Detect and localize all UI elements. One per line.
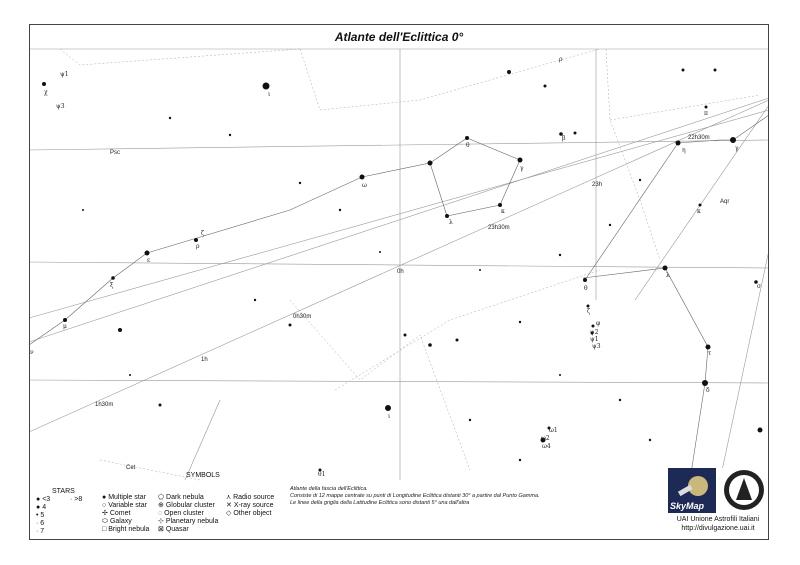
skymap-label: SkyMap	[670, 501, 705, 511]
symbol-label: Planetary nebula	[165, 518, 219, 525]
ra-label: 1h30m	[95, 402, 114, 408]
note-line: Le linee della griglia della Latitudine Eclittica sono distanti 5° una dall'altra	[290, 500, 470, 506]
star-label: τ	[708, 350, 712, 357]
star-label: λ	[666, 272, 670, 279]
stars-legend-header: STARS	[52, 488, 75, 495]
star-label: ψ3	[56, 103, 65, 110]
mag-label: 6	[40, 520, 45, 527]
ra-label: 1h	[201, 357, 208, 363]
star-label: ω1	[549, 427, 558, 434]
star-label: ζ	[201, 230, 205, 237]
symbol-label: Open cluster	[164, 510, 204, 517]
star-label: κ	[501, 208, 505, 215]
ra-label: 0h	[397, 269, 404, 275]
star-label: ω4	[542, 443, 551, 450]
star-label: ι	[388, 413, 391, 420]
symbol-item: ⊹ Planetary nebula	[158, 518, 219, 525]
star-label: ψ1	[590, 336, 599, 343]
star-label: μ	[63, 323, 67, 330]
star-label: θ	[466, 142, 470, 149]
symbol-label: Other object	[233, 510, 272, 517]
ra-label: 23h	[592, 182, 603, 188]
symbol-label: X-ray source	[233, 502, 274, 509]
star-label: λ	[449, 219, 453, 226]
symbol-item: ◇ Other object	[226, 510, 272, 517]
ra-label: 22h30m	[688, 135, 710, 141]
star-label: ω2	[541, 435, 550, 442]
org-url: http://divulgazione.uai.it	[681, 525, 755, 532]
page-title: Atlante dell'Eclittica 0°	[334, 30, 464, 44]
uai-seal-icon	[720, 468, 768, 513]
symbol-label: Galaxy	[109, 518, 132, 525]
star-label: γ	[735, 145, 739, 152]
star-label: θ	[584, 285, 588, 292]
star-label: ρ	[559, 56, 563, 63]
org-name: UAI Unione Astrofili Italiani	[676, 516, 760, 523]
star-label: ψ3	[592, 343, 601, 350]
magnitude-row: ● 4	[36, 504, 47, 511]
symbol-label: Radio source	[233, 494, 275, 501]
uai-logo	[720, 468, 768, 513]
symbol-label: Dark nebula	[166, 494, 204, 501]
stars-legend	[36, 488, 96, 538]
star-label: ψ1	[60, 71, 69, 78]
symbol-item: ⊠ Quasar	[158, 526, 189, 533]
star-label: κ	[697, 208, 701, 215]
constellation-label: Cet	[126, 465, 136, 471]
map-frame	[29, 24, 769, 540]
star-label: ξ	[110, 282, 114, 289]
star-label: σ	[757, 283, 762, 290]
logo-caption	[668, 515, 768, 533]
star-label: ω	[362, 182, 367, 189]
star-label: γ	[520, 165, 524, 172]
mag-label: 4	[42, 504, 47, 511]
magnitude-row: · 7	[36, 528, 45, 535]
mag-label: >8	[74, 496, 83, 503]
star-label: χ	[44, 89, 48, 96]
mag-label: 5	[40, 512, 45, 519]
symbol-item: □ Bright nebula	[102, 526, 150, 533]
magnitude-row: • 5	[36, 512, 45, 519]
star-label: ζ	[587, 308, 591, 315]
star-label: ν	[30, 349, 34, 356]
magnitude-row: · 6	[36, 520, 45, 527]
star-label: δ	[706, 387, 710, 394]
constellation-label: Psc	[110, 150, 121, 156]
note-line: Consiste di 12 mappe centrate su punti di Longitudine Eclittica distanti 30° a partire dal Punto Gamma.	[290, 493, 540, 499]
symbol-label: Bright nebula	[108, 526, 150, 533]
ra-label: 0h30m	[293, 314, 312, 320]
symbol-label: Multiple star	[108, 494, 146, 501]
symbol-item: ⋏ Radio source	[226, 494, 275, 501]
star-label: ρ	[196, 243, 200, 250]
star-label: φ	[596, 320, 601, 327]
star-label: β	[562, 135, 566, 142]
note-line: Atlante della fascia dell'Eclittica.	[290, 486, 368, 492]
symbol-label: Variable star	[108, 502, 147, 509]
constellation-label: Aqr	[720, 199, 730, 205]
symbol-label: Globular cluster	[165, 502, 215, 509]
symbols-legend	[102, 472, 282, 534]
mag-label: <3	[42, 496, 51, 503]
star-label: π	[704, 110, 708, 117]
star-label: ψ2	[590, 329, 599, 336]
symbols-legend-header: SYMBOLS	[186, 472, 220, 479]
star-label: ε	[147, 257, 151, 264]
ra-label: 23h30m	[488, 225, 510, 231]
magnitude-row: ● <3	[36, 496, 51, 503]
symbol-item: ⊕ Globular cluster	[158, 502, 215, 509]
symbol-item: ◌ Open cluster	[158, 510, 204, 517]
symbol-item: ✕ X-ray source	[226, 502, 274, 509]
magnitude-row: · >8	[70, 496, 83, 503]
symbol-item: ⬠ Dark nebula	[158, 494, 204, 501]
symbol-label: Quasar	[165, 526, 189, 533]
skymap-logo	[668, 468, 716, 513]
mag-label: 7	[40, 528, 45, 535]
star-label: θ1	[318, 471, 326, 478]
star-label: ι	[268, 91, 271, 98]
logo-block	[668, 468, 768, 536]
symbol-label: Comet	[109, 510, 131, 517]
symbol-item: ● Multiple star	[102, 494, 146, 501]
symbol-item: ○ Variable star	[102, 502, 147, 509]
atlas-notes	[290, 486, 590, 507]
symbol-item: ✢ Comet	[102, 510, 131, 517]
star-label: η	[682, 147, 686, 154]
symbol-item: ⬭ Galaxy	[102, 518, 132, 525]
